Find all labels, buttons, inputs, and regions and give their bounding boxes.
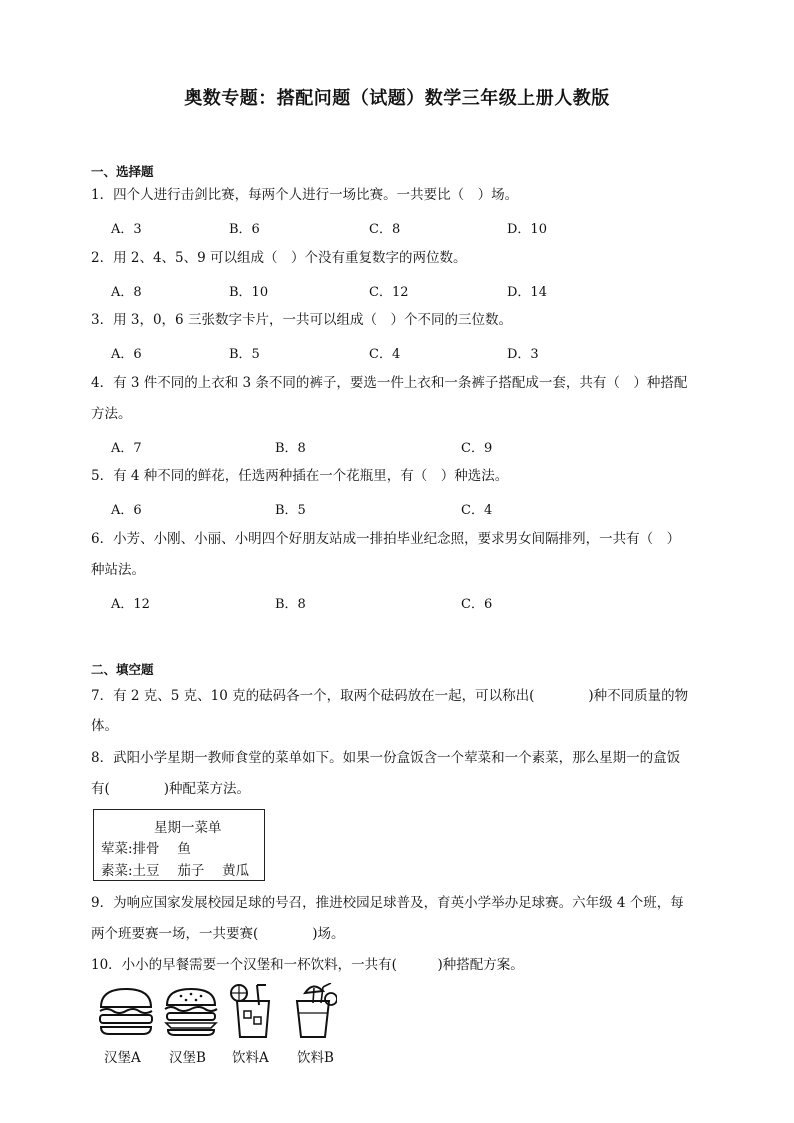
q5-option-c: C．4: [461, 503, 493, 518]
section-fill-heading: 二、填空题: [91, 662, 154, 677]
menu-title: 星期一菜单: [154, 820, 222, 836]
q3-option-d: D．3: [507, 347, 539, 362]
question-9-line1: 9．为响应国家发展校园足球的号召，推进校园足球普及，育英小学举办足球赛。六年级 4 个班，每: [91, 895, 684, 911]
q3-option-c: C．4: [369, 347, 401, 362]
question-10: 10．小小的早餐需要一个汉堡和一杯饮料，一共有( )种搭配方案。: [91, 957, 524, 973]
q2-option-c: C．12: [369, 285, 409, 300]
q5-option-b: B．5: [275, 503, 306, 518]
food-label-drink-b: 饮料B: [297, 1050, 334, 1066]
section-choice-heading: 一、选择题: [91, 164, 154, 179]
question-4-line2: 方法。: [91, 406, 132, 422]
q3-option-a: A．6: [111, 347, 142, 362]
question-8-line1: 8．武阳小学星期一教师食堂的菜单如下。如果一份盒饭含一个荤菜和一个素菜，那么星期一的盒饭: [91, 750, 681, 766]
q6-option-b: B．8: [275, 597, 306, 612]
question-2: 2．用 2、4、5、9 可以组成（ ）个没有重复数字的两位数。: [91, 250, 467, 266]
q4-option-c: C．9: [461, 441, 493, 456]
question-6-line2: 种站法。: [91, 562, 145, 578]
q2-option-d: D．14: [507, 285, 547, 300]
menu-meat: 荤菜:排骨 鱼: [101, 841, 191, 857]
q2-option-a: A．8: [111, 285, 142, 300]
food-label-hamburger-a: 汉堡A: [104, 1050, 141, 1066]
question-3: 3．用 3，0，6 三张数字卡片，一共可以组成（ ）个不同的三位数。: [91, 312, 512, 328]
question-7-line2: 体。: [91, 718, 118, 734]
question-9-line2: 两个班要赛一场，一共要赛( )场。: [91, 926, 345, 942]
page-title: 奥数专题：搭配问题（试题）数学三年级上册人教版: [184, 88, 610, 109]
q1-option-a: A．3: [111, 222, 142, 237]
question-1: 1．四个人进行击剑比赛，每两个人进行一场比赛。一共要比（ ）场。: [91, 187, 519, 203]
menu-box: [93, 809, 265, 881]
drink-a-icon: [229, 983, 273, 1039]
q1-option-d: D．10: [507, 222, 547, 237]
q4-option-a: A．7: [111, 441, 142, 456]
question-4-line1: 4．有 3 件不同的上衣和 3 条不同的裤子，要选一件上衣和一条裤子搭配成一套，共有（ ）种搭配: [91, 375, 688, 391]
q1-option-b: B．6: [229, 222, 260, 237]
q5-option-a: A．6: [111, 503, 142, 518]
hamburger-b-icon: [163, 985, 219, 1037]
q4-option-b: B．8: [275, 441, 306, 456]
q6-option-a: A．12: [111, 597, 150, 612]
q3-option-b: B．5: [229, 347, 260, 362]
q2-option-b: B．10: [229, 285, 269, 300]
food-label-drink-a: 饮料A: [232, 1050, 269, 1066]
menu-veg: 素菜:土豆 茄子 黄瓜: [101, 863, 250, 879]
q1-option-c: C．8: [369, 222, 401, 237]
food-label-hamburger-b: 汉堡B: [169, 1050, 206, 1066]
q6-option-c: C．6: [461, 597, 493, 612]
question-5: 5．有 4 种不同的鲜花，任选两种插在一个花瓶里，有（ ）种选法。: [91, 468, 509, 484]
hamburger-a-icon: [97, 985, 155, 1037]
question-6-line1: 6．小芳、小刚、小丽、小明四个好朋友站成一排拍毕业纪念照，要求男女间隔排列，一共有（ ）: [91, 531, 681, 547]
question-8-line2: 有( )种配菜方法。: [91, 781, 251, 797]
drink-b-icon: [291, 983, 337, 1039]
question-7-line1: 7．有 2 克、5 克、10 克的砝码各一个，取两个砝码放在一起，可以称出( )种不同质量的物: [91, 688, 689, 704]
